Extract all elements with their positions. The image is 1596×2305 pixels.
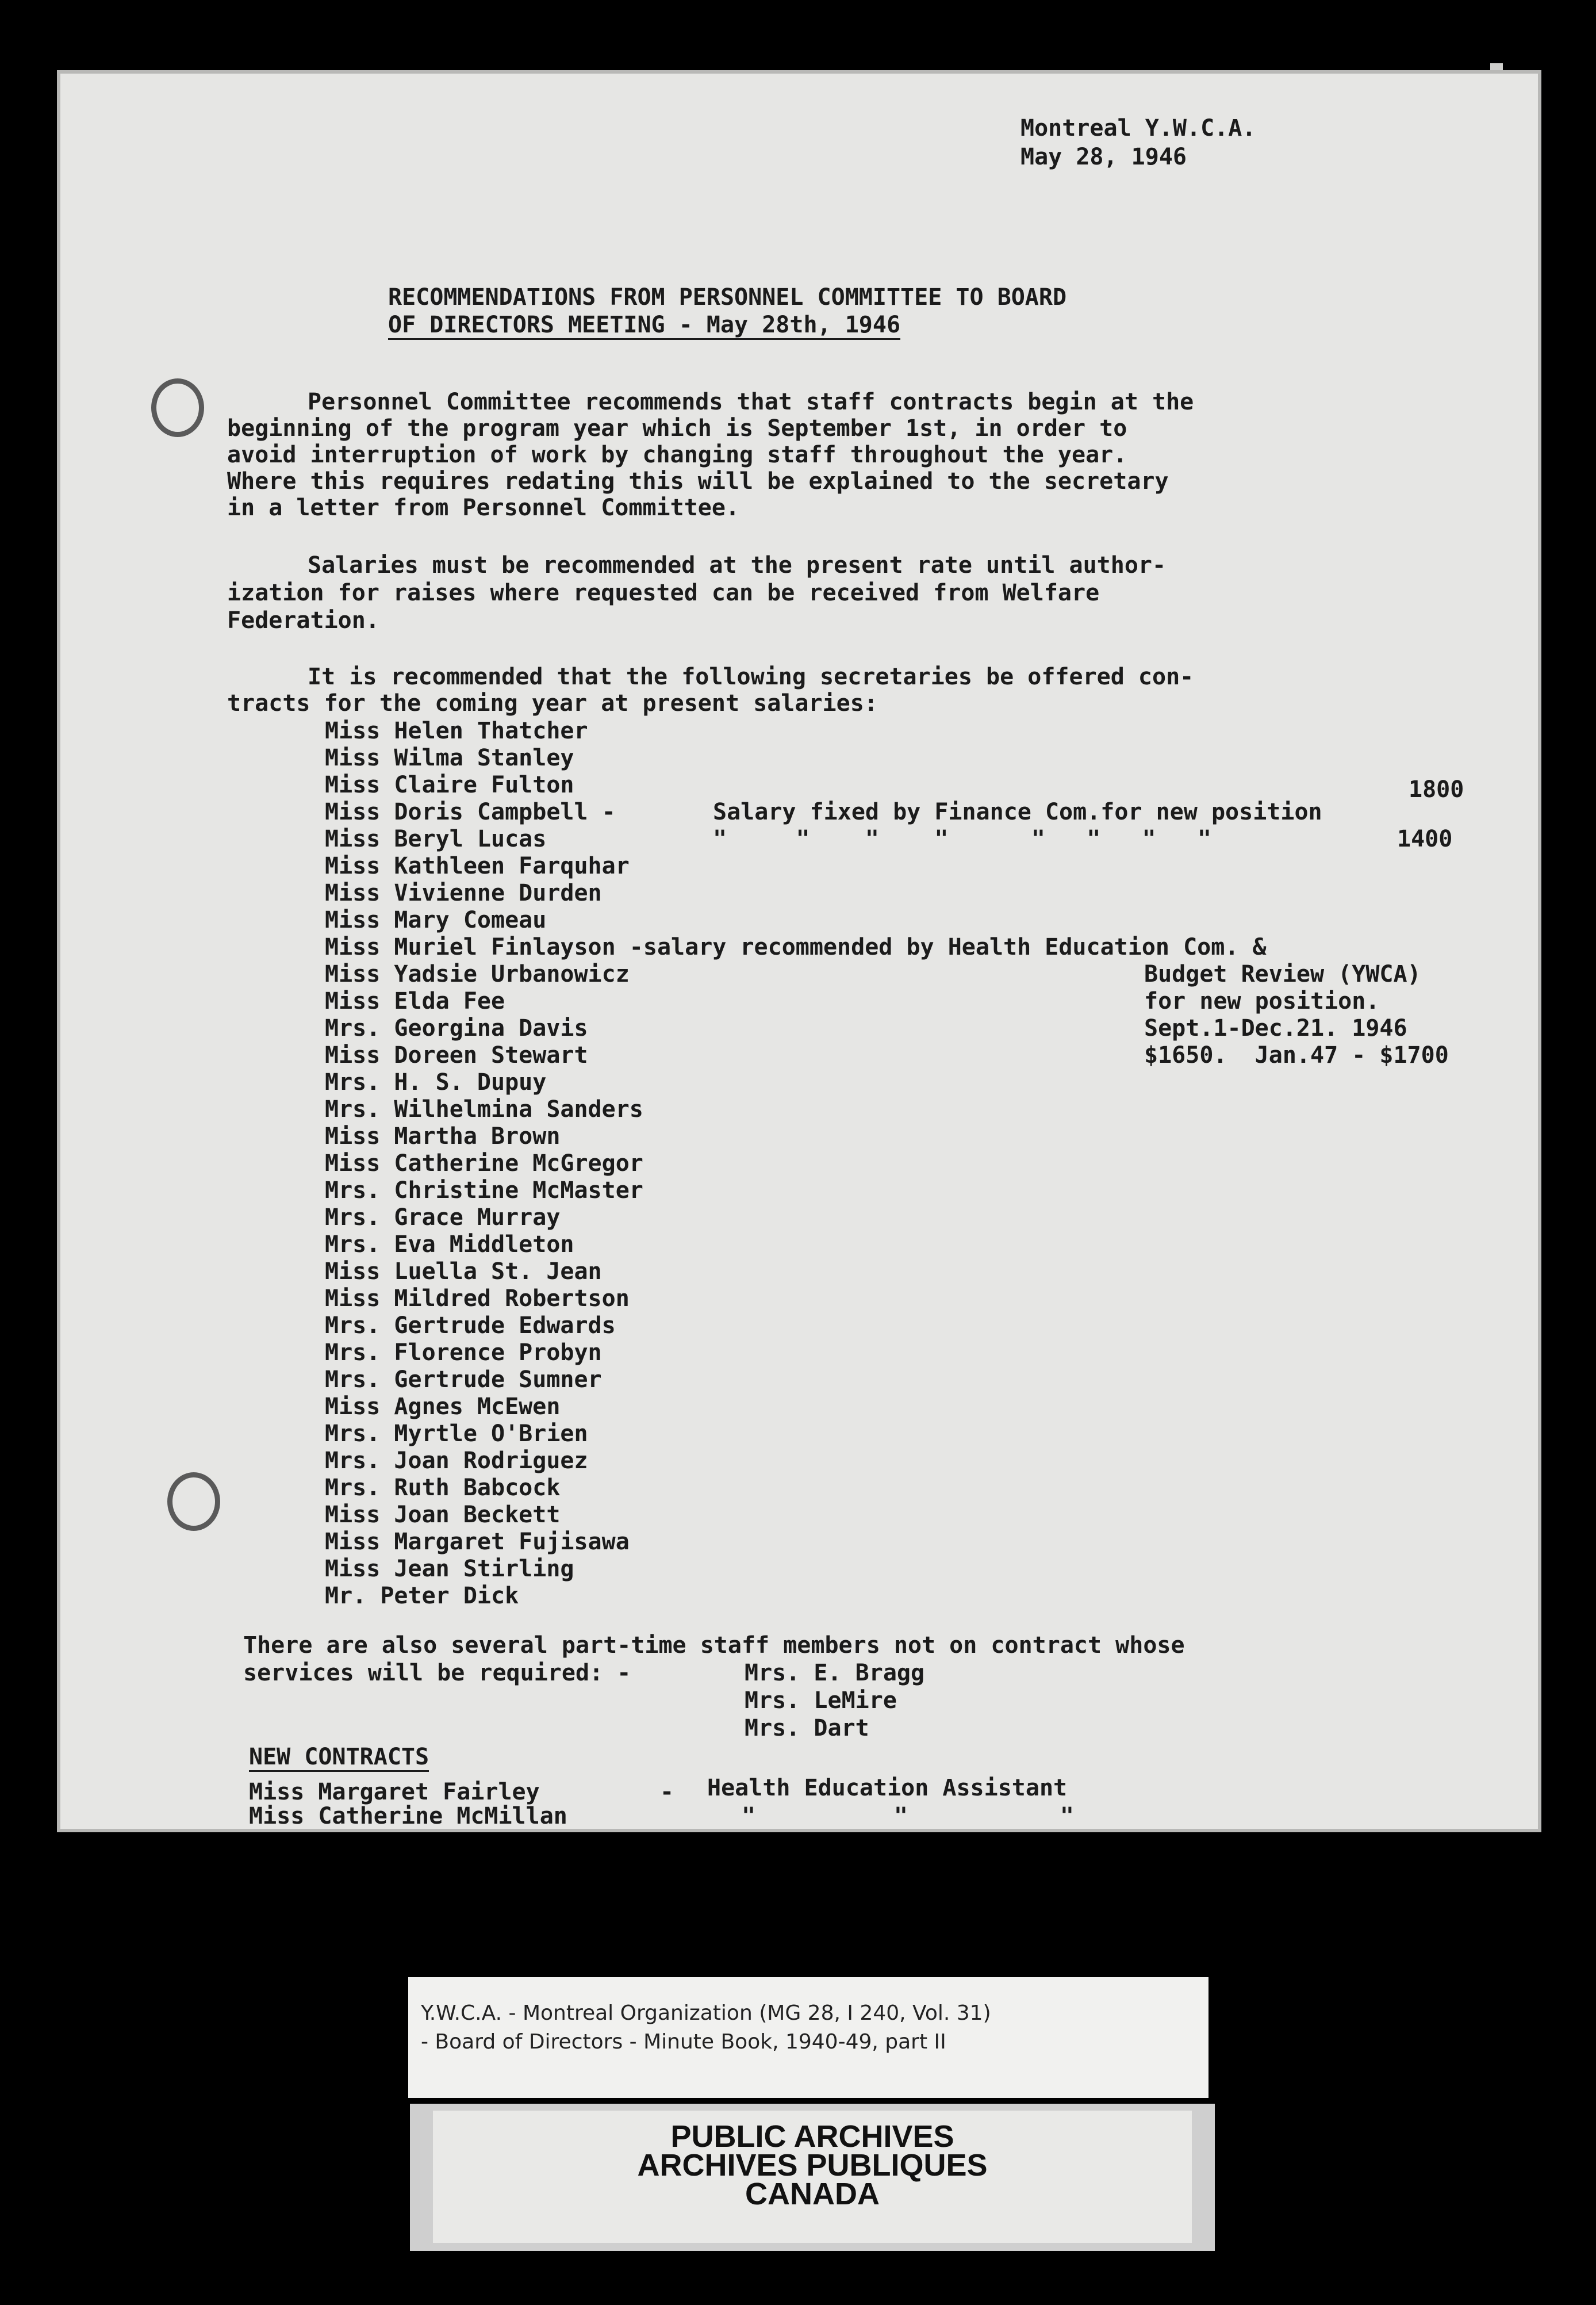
list-item: Miss Martha Brown (325, 1123, 561, 1150)
list-item: Miss Claire Fulton (325, 772, 574, 798)
title-line-1: RECOMMENDATIONS FROM PERSONNEL COMMITTEE TO BOARD (388, 284, 1067, 311)
para1-line-1: Personnel Committee recommends that staff contracts begin at the (308, 389, 1194, 415)
list-item: Mrs. Myrtle O'Brien (325, 1420, 588, 1447)
list-item: Miss Doreen Stewart (325, 1042, 588, 1069)
archive-reference-label (408, 1977, 1208, 2098)
list-item: Miss Agnes McEwen (325, 1393, 561, 1420)
para1-line-5: in a letter from Personnel Committee. (227, 495, 740, 521)
finlayson-note-line: Sept.1-Dec.21. 1946 (1144, 1015, 1407, 1042)
list-item: Mrs. Ruth Babcock (325, 1475, 561, 1501)
archive-reference-line-1: Y.W.C.A. - Montreal Organization (MG 28, I 240, Vol. 31) (421, 2001, 991, 2025)
list-item: Miss Jean Stirling (325, 1556, 574, 1582)
para1-line-2: beginning of the program year which is September 1st, in order to (227, 415, 1127, 442)
finlayson-note-line: for new position. (1144, 988, 1380, 1014)
archive-reference-line-2: - Board of Directors - Minute Book, 1940-49, part II (421, 2030, 946, 2054)
public-archives-stamp (410, 2104, 1215, 2251)
part-time-name: Mrs. Dart (745, 1715, 869, 1741)
new-contract-name: Miss Catherine McMillan (249, 1803, 567, 1829)
list-item: Mrs. Eva Middleton (325, 1231, 574, 1258)
document-page (60, 74, 1538, 1829)
part-time-line-1: There are also several part-time staff members not on contract whose (243, 1632, 1185, 1659)
punch-hole-bottom (167, 1472, 220, 1531)
list-item: Mrs. Georgina Davis (325, 1015, 588, 1042)
new-contracts-heading: NEW CONTRACTS (249, 1744, 429, 1772)
list-item: Mrs. Wilhelmina Sanders (325, 1096, 643, 1123)
list-item: Miss Helen Thatcher (325, 718, 588, 744)
stamp-line-1: PUBLIC ARCHIVES (670, 2119, 954, 2154)
new-contract-position: Health Education Assistant (707, 1775, 1068, 1801)
list-item: Miss Yadsie Urbanowicz (325, 961, 630, 987)
para2-line-1: Salaries must be recommended at the present rate until author- (308, 552, 1167, 579)
part-time-line-2: services will be required: - (243, 1660, 631, 1686)
lucas-ditto-marks: " " " " " " " " (713, 826, 1211, 852)
punch-hole-top (151, 378, 204, 437)
list-item: Mrs. H. S. Dupuy (325, 1069, 547, 1096)
campbell-salary-note: Salary fixed by Finance Com.for new position (713, 799, 1322, 825)
list-item: Mr. Peter Dick (325, 1583, 519, 1609)
para2-line-2: ization for raises where requested can be received from Welfare (227, 580, 1100, 606)
part-time-name: Mrs. E. Bragg (745, 1660, 925, 1686)
new-contract-separator: - (660, 1779, 674, 1805)
list-item: Miss Muriel Finlayson -salary recommended by Health Education Com. & (325, 934, 1267, 960)
para2-line-3: Federation. (227, 607, 379, 634)
header-date: May 28, 1946 (1020, 144, 1187, 170)
stamp-line-2: ARCHIVES PUBLIQUES (637, 2148, 988, 2183)
salary-1800: 1800 (1409, 776, 1464, 803)
list-item: Miss Mary Comeau (325, 907, 547, 933)
list-item: Miss Beryl Lucas (325, 826, 547, 852)
stamp-panel (433, 2111, 1192, 2243)
list-item: Miss Margaret Fujisawa (325, 1529, 630, 1555)
list-item: Miss Mildred Robertson (325, 1285, 630, 1312)
list-item: Miss Doris Campbell - (325, 799, 616, 825)
finlayson-note-line: $1650. Jan.47 - $1700 (1144, 1042, 1449, 1069)
para3-line-2: tracts for the coming year at present salaries: (227, 690, 878, 717)
list-item: Miss Joan Beckett (325, 1502, 561, 1528)
finlayson-note-line: Budget Review (YWCA) (1144, 961, 1421, 987)
list-item: Mrs. Gertrude Edwards (325, 1312, 616, 1339)
new-contract-name: Miss Margaret Fairley (249, 1779, 540, 1805)
list-item: Miss Wilma Stanley (325, 745, 574, 771)
title-line-2: OF DIRECTORS MEETING - May 28th, 1946 (388, 312, 900, 340)
para1-line-4: Where this requires redating this will be explained to the secretary (227, 468, 1169, 495)
list-item: Mrs. Grace Murray (325, 1204, 561, 1231)
new-contract-position: " " " (742, 1803, 1074, 1829)
list-item: Mrs. Gertrude Sumner (325, 1366, 602, 1393)
list-item: Mrs. Christine McMaster (325, 1177, 643, 1204)
list-item: Miss Vivienne Durden (325, 880, 602, 906)
para3-line-1: It is recommended that the following secretaries be offered con- (308, 664, 1194, 690)
list-item: Mrs. Joan Rodriguez (325, 1448, 588, 1474)
stamp-line-3: CANADA (745, 2177, 880, 2211)
list-item: Miss Luella St. Jean (325, 1258, 602, 1285)
para1-line-3: avoid interruption of work by changing staff throughout the year. (227, 442, 1127, 468)
part-time-name: Mrs. LeMire (745, 1687, 897, 1714)
list-item: Miss Kathleen Farquhar (325, 853, 630, 879)
list-item: Mrs. Florence Probyn (325, 1339, 602, 1366)
salary-1400: 1400 (1397, 826, 1453, 852)
header-org: Montreal Y.W.C.A. (1020, 115, 1256, 141)
list-item: Miss Catherine McGregor (325, 1150, 643, 1177)
list-item: Miss Elda Fee (325, 988, 505, 1014)
